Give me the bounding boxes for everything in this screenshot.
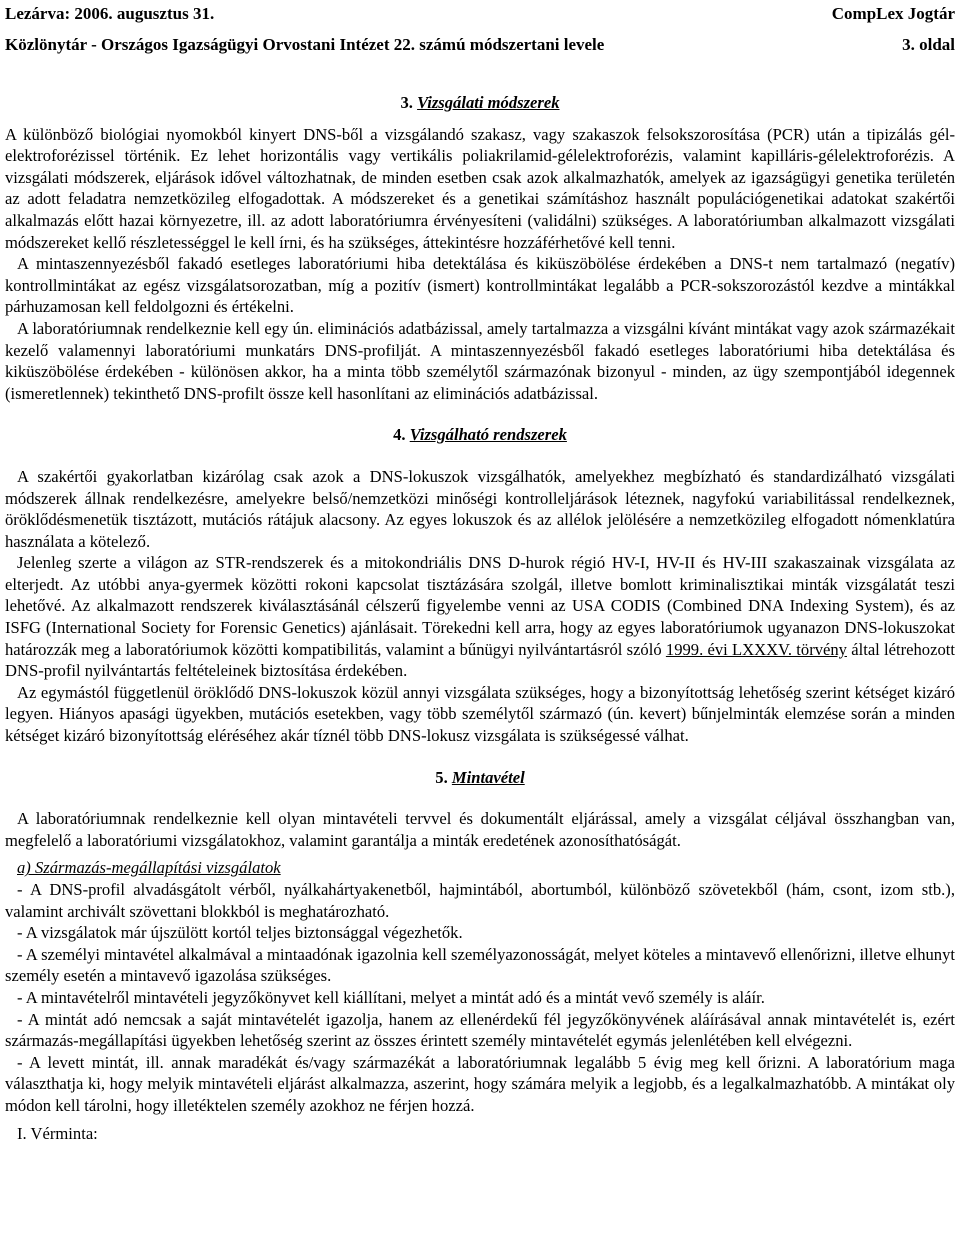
document-body (5, 92, 955, 1144)
paragraph: A szakértői gyakorlatban kizárólag csak azok a DNS-lokuszok vizsgálhatók, amelyekhez megbízható és standardizálható vizsgálati módszerek állnak rendelkezésre, amelyekre belső/nemzetközi minőségi kontrolleljárások léteznek, nagyfokú variabilitással rendelkeznek, öröklődésmenetük tisztázott, mutációs rátájuk alacsony. Az egyes lokuszok és az allélok jelölésére a nemzetközileg elfogadott nómenklatúra használata a kötelező. (5, 466, 955, 551)
paragraph: Az egymástól függetlenül öröklődő DNS-lokuszok közül annyi vizsgálata szükséges, hogy a bizonyítottság lehetőség szerint kétséget kizáró legyen. Hiányos apasági ügyekben, mutációs esetekben, vagy több személytől származó (ún. kevert) bűnjelminták elemzése során a minden kétséget kizáró bizonyítottság eléréséhez akár tíznél több DNS-lokusz vizsgálata is szükségessé válhat. (5, 682, 955, 746)
paragraph: Jelenleg szerte a világon az STR-rendszerek és a mitokondriális DNS D-hurok régió HV-I, HV-II és HV-III szakaszainak vizsgálata az elterjedt. Az utóbbi anya-gyermek közötti rokoni kapcsolat tisztázására szolgál, illetve bomlott kriminalisztikai minták vizsgálatát teszi lehetővé. Az alkalmazott rendszerek kiválasztásánál célszerű figyelembe venni az USA CODIS (Combined DNA Indexing System), és az ISFG (International Society for Forensic Genetics) ajánlásait. Törekedni kell arra, hogy az egyes laboratóriumok ugyanazon DNS-lokuszokat határozzák meg a laboratóriumok közötti kompatibilitás, valamint a bűnügyi nyilvántartásról szóló 1999. évi LXXXV. törvény által létrehozott DNS-profil nyilvántartás feltételeinek biztosítása érdekében. (5, 553, 955, 681)
section-4-heading: 4. Vizsgálható rendszerek (393, 425, 567, 445)
list-item: - A levett mintát, ill. annak maradékát és/vagy származékát a laboratóriumnak legalább 5 évig meg kell őrizni. A laboratórium maga választhatja ki, hogy melyik mintavételi eljárást alkalmazza, aszerint, hogy számára melyik a legjobb, és a legalkalmazhatóbb. A mintákat oly módon kell tárolni, hogy illetéktelen személy azokhoz ne férjen hozzá. (5, 1052, 955, 1115)
list-item: - A mintát adó nemcsak a saját mintavételét igazolja, hanem az ellenérdekű fél jegyzőkönyvének aláírásával annak mintavételét is, ezért származás-megállapítási ügyekben lehetőség szerint az összes érintett személy mintavételét egymás jelenlétében kell elvégezni. (5, 1009, 955, 1051)
paragraph: A laboratóriumnak rendelkeznie kell egy ún. eliminációs adatbázissal, amely tartalmazza a vizsgálni kívánt mintákat vagy azok származékait kezelő valamennyi laboratóriumi munkatárs DNS-profilját. A mintaszennyezésből fakadó esetleges laboratóriumi hiba detektálása és kiküszöbölése érdekében - különösen akkor, ha a minta több személytől származónak bizonyul - minden, az ügy szempontjából idegennek (ismeretlennek) tekinthető DNS-profilt össze kell hasonlítani az eliminációs adatbázissal. (5, 318, 955, 403)
law-reference-link[interactable]: 1999. évi LXXXV. törvény (665, 639, 847, 659)
document-header (5, 35, 955, 55)
subsection-label: I. Vérminta: (17, 1123, 98, 1143)
publisher-name: CompLex Jogtár (831, 4, 955, 23)
list-item: - A vizsgálatok már újszülött kortól teljes biztonsággal végezhetők. (17, 923, 463, 943)
paragraph: A mintaszennyezésből fakadó esetleges laboratóriumi hiba detektálása és kiküszöbölése érdekében a DNS-t nem tartalmazó (negatív) kontrollmintákat az egész vizsgálatsorozatban, míg a pozitív (ismert) kontrollmintákat legalább a PCR-sokszorozástól kezdve a mintákkal párhuzamosan kell feldolgozni és értékelni. (5, 254, 955, 317)
paragraph: A laboratóriumnak rendelkeznie kell olyan mintavételi tervvel és dokumentált eljárással, amely a vizsgálat céljával összhangban van, megfelelő a laboratóriumi vizsgálatokhoz, valamint garantálja a minták eredetének azonosíthatóságát. (5, 809, 955, 850)
page-number: 3. oldal (902, 35, 955, 54)
closing-date: Lezárva: 2006. augusztus 31. (5, 4, 215, 23)
list-item: - A mintavételről mintavételi jegyzőkönyvet kell kiállítani, melyet a mintát adó és a mintát vevő személy is aláír. (17, 987, 765, 1007)
list-item: - A DNS-profil alvadásgátolt vérből, nyálkahártyakenetből, hajmintából, abortumból, különböző szövetekből (hám, csont, izom stb.), valamint archivált szövettani blokkból is meghatározható. (5, 880, 955, 921)
running-header (5, 4, 955, 24)
document-title: Közlönytár - Országos Igazságügyi Orvostani Intézet 22. számú módszertani levele (5, 35, 605, 54)
list-item: - A személyi mintavétel alkalmával a mintaadónak igazolnia kell személyazonosságát, melyet köteles a mintavevő ellenőrizni, illetve elhunyt személy esetén a mintavevő igazolása szükséges. (5, 944, 955, 986)
paragraph: A különböző biológiai nyomokból kinyert DNS-ből a vizsgálandó szakasz, vagy szakaszok felsokszorosítása (PCR) után a tipizálás gél-elektroforézissel történik. Ez lehet horizontális vagy vertikális poliakrilamid-gélelektroforézis, valamint kapilláris-gélelektroforézis. A vizsgálati módszerek, eljárások idővel változhatnak, de minden esetben csak azok alkalmazhatók, amelyek az igazságügyi genetika területén az adott feladatra nemzetközileg elfogadottak. A módszereket és a genetikai számításhoz használt populációgenetikai adatokat szakértői alkalmazás előtt hazai környezetre, ill. az adott laboratóriumra érvényesíteni (validálni) szükséges. A laboratóriumban alkalmazott vizsgálati módszereket kellő részletességgel le kell írni, és ha szükséges, áttekintésre hozzáférhetővé kell tenni. (5, 124, 955, 252)
subsection-title: a) Származás-megállapítási vizsgálatok (17, 858, 281, 878)
section-3-heading: 3. Vizsgálati módszerek (400, 93, 560, 112)
section-5-heading: 5. Mintavétel (435, 767, 525, 787)
